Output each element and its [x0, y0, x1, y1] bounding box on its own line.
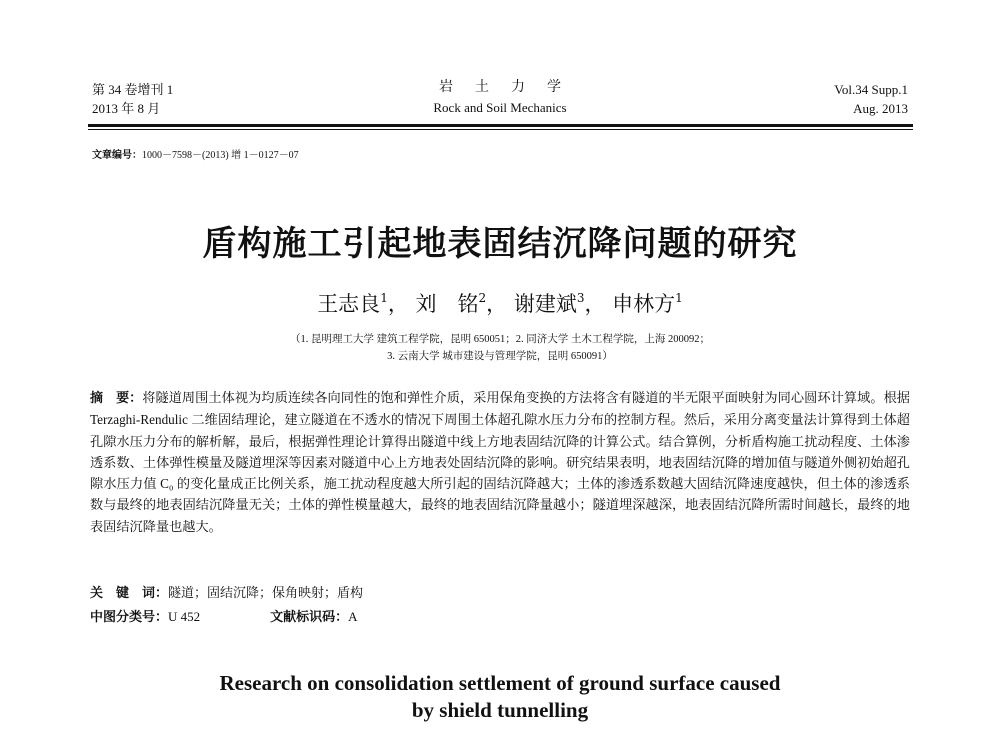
- publication-date: 2013 年 8 月: [92, 101, 161, 116]
- clc-label: 中图分类号：: [90, 610, 169, 625]
- article-number-value: 1000－7598－(2013) 增 1－0127－07: [142, 150, 299, 161]
- journal-name-zh: 岩土力学: [439, 80, 583, 95]
- keywords-value: 隧道；固结沉降；保角映射；盾构: [168, 585, 364, 600]
- author-affiliation-mark: 2: [478, 291, 487, 305]
- author-name: 谢建斌: [513, 292, 577, 316]
- author-affiliation-mark: 1: [675, 291, 683, 305]
- english-title-line: by shield tunnelling: [411, 698, 589, 722]
- article-number-label: 文章编号：: [92, 150, 142, 161]
- header-rule-thin: [88, 129, 913, 130]
- volume-issue: 第 34 卷增刊 1: [92, 82, 174, 97]
- affiliations: [80, 331, 920, 365]
- abstract-text: 将隧道周围土体视为均质连续各向同性的饱和弹性介质，采用保角变换的方法将含有隧道的半无限平面映射为同心圆环计算域。根据 Terzaghi-Rendulic 二维固结理论，建立隧道在不透水的情况下周围土体超孔隙水压力分布的控制方程。然后，采用分离变量法计算得到土体超孔隙水压力分布的解析解，最后，根据弹性理论计算得出隧道中线上方地表固结沉降的计算公式。结合算例，分析盾构施工扰动程度、土体渗透系数、土体弹性模量及隧道埋深等因素对隧道中心上方地表处固结沉降的影响。研究结果表明，地表固结沉降的增加值与隧道外侧初始超孔隙水压力值 C₀ 的变化量成正比例关系，施工扰动程度越大所引起的固结沉降越大；土体的渗透系数越大固结沉降速度越快，但土体的渗透系数与最终的地表固结沉降量无关；土体的弹性模量越大，最终的地表固结沉降量越小；隧道埋深越深，地表固结沉降所需时间越长，最终的地表固结沉降量也越大。: [90, 390, 910, 534]
- paper-title: 盾构施工引起地表固结沉降问题的研究: [202, 224, 798, 264]
- document-code-value: A: [348, 609, 358, 624]
- header-center: [400, 78, 600, 118]
- author-name: 王志良: [317, 292, 381, 316]
- volume-issue-en: Vol.34 Supp.1: [834, 82, 908, 97]
- classification-line: [90, 607, 490, 628]
- keywords: [90, 583, 363, 604]
- header-rule-thick: [88, 124, 913, 127]
- affiliation-line: （1. 昆明理工大学 建筑工程学院，昆明 650051；2. 同济大学 土木工程学院，上海 200092；: [290, 334, 710, 345]
- english-title: [80, 670, 920, 724]
- abstract: [90, 387, 910, 537]
- author-separator: ，: [486, 292, 508, 316]
- abstract-label: 摘 要：: [90, 391, 143, 406]
- header-right: [834, 80, 908, 118]
- journal-name-en: Rock and Soil Mechanics: [433, 100, 567, 115]
- affiliation-line: 3. 云南大学 城市建设与管理学院，昆明 650091）: [387, 351, 613, 362]
- publication-date-en: Aug. 2013: [853, 101, 908, 116]
- author-affiliation-mark: 1: [380, 291, 388, 305]
- author-name: 申林方: [612, 292, 676, 316]
- article-number: [92, 149, 299, 163]
- english-title-line: Research on consolidation settlement of ground surface caused: [219, 671, 781, 695]
- clc-value: U 452: [168, 609, 201, 624]
- author-list: [80, 284, 920, 318]
- header-left: [92, 80, 173, 118]
- author-separator: ，: [584, 292, 606, 316]
- author-name: 刘 铭: [415, 292, 479, 316]
- keywords-label: 关 键 词：: [90, 586, 169, 601]
- document-code-label: 文献标识码：: [270, 610, 349, 625]
- author-affiliation-mark: 3: [576, 291, 585, 305]
- author-separator: ，: [387, 292, 409, 316]
